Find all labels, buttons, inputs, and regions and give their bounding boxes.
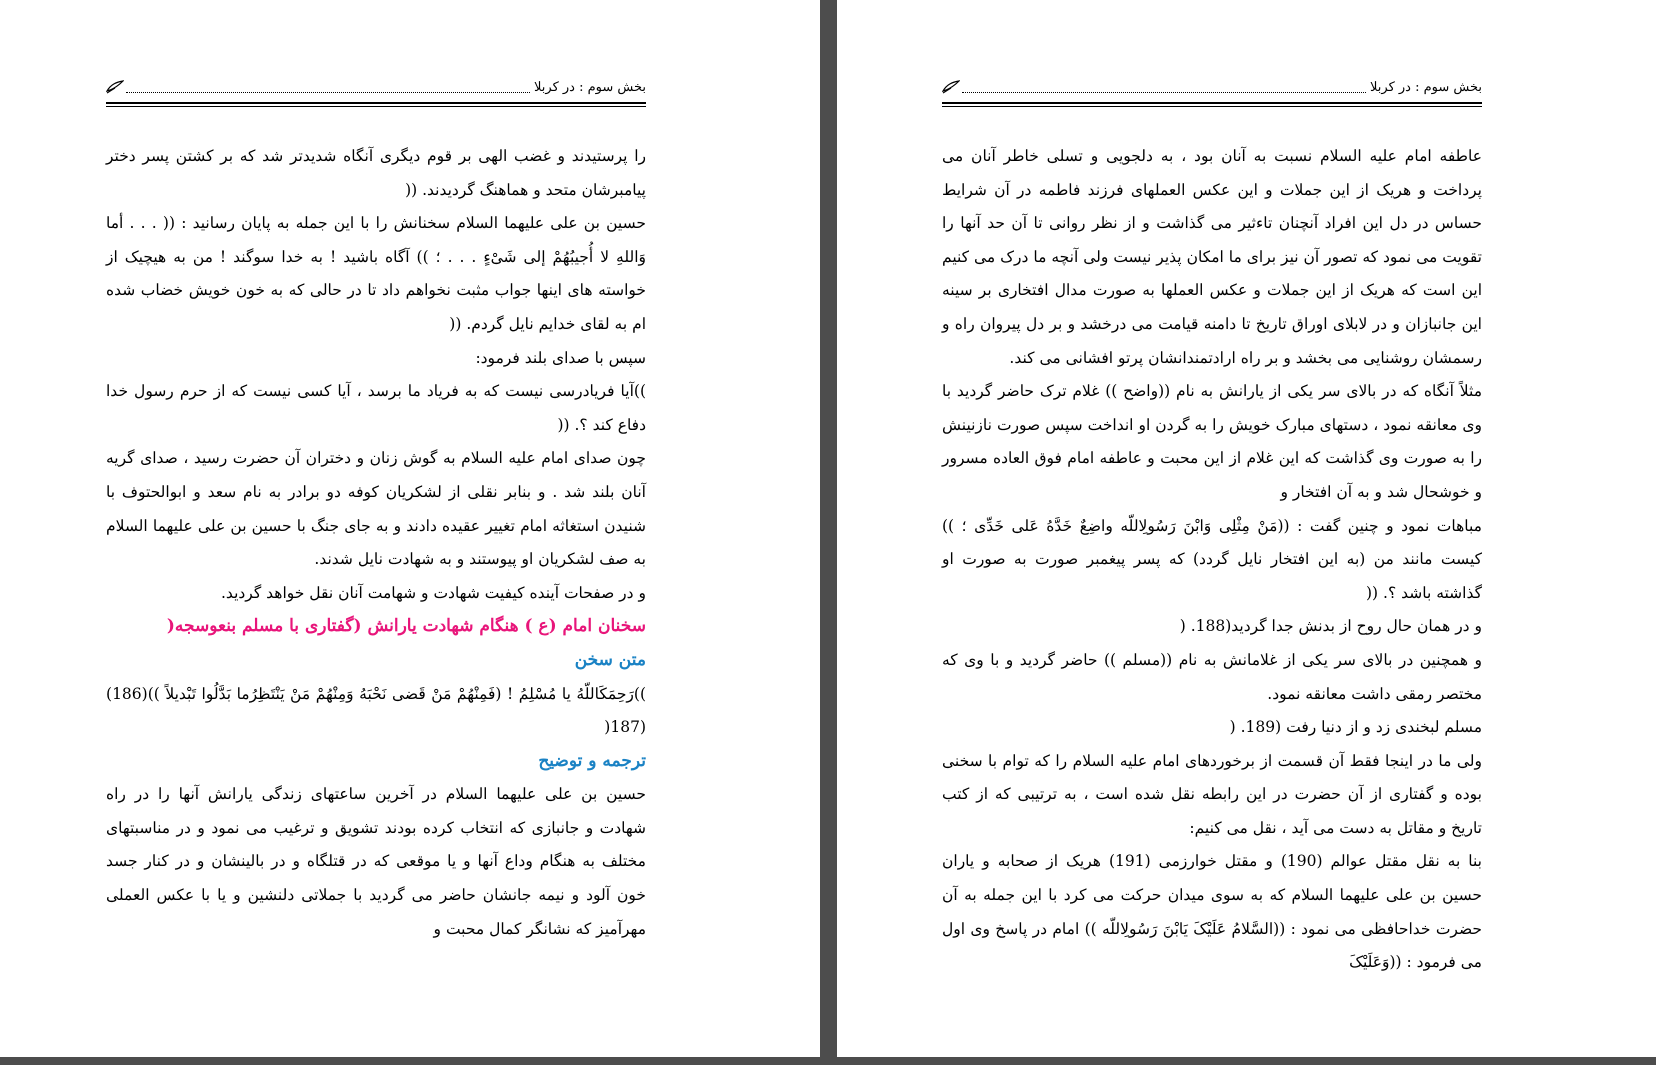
header-rule-thin — [106, 106, 646, 107]
page-body — [942, 140, 1482, 980]
paragraph: حسین بن علی علیهما السلام سخنانش را با این جمله به پایان رسانید : (( . . . أما وَاللهِ لا أُجیبُهُمْ إلی شَیْءٍ . . . ؛ )) آگاه باشید ! به خدا سوگند ! من به هیچیک از خواسته های اینها جواب مثبت نخواهم داد تا در حالی که به خون خویش خضاب شده ام به لقای خدایم نایل گردم. (( — [106, 214, 646, 333]
paragraph: بنا به نقل مقتل عوالم (190) و مقتل خوارزمی (191) هریک از صحابه و یاران حسین بن علی علیهما السلام که به سوی میدان حرکت می کرد با این جمله به آن حضرت خداحافظی می نمود : ((السَّلامُ عَلَیْکَ یَابْنَ رَسُولِاللّه )) امام در پاسخ وی اول می فرمود : ((وَعَلَیْکَ — [942, 852, 1482, 972]
paragraph: سپس با صدای بلند فرمود: — [475, 348, 646, 367]
paragraph: را پرستیدند و غضب الهی بر قوم دیگری آنگاه شدیدتر شد که بر کشتن پسر دختر پیامبرشان متحد و هماهنگ گردیدند. (( — [106, 147, 646, 199]
paragraph: و در صفحات آینده کیفیت شهادت و شهامت آنان نقل خواهد گردید. — [221, 583, 646, 602]
page-body — [106, 140, 646, 946]
paragraph: ))آیا فریادرسی نیست که به فریاد ما برسد ، آیا کسی نیست که از حرم رسول خدا دفاع کند ؟. (( — [106, 382, 646, 434]
header-title: بخش سوم : در کربلا — [530, 80, 646, 95]
section-heading: سخنان امام (ع ) هنگام شهادت یارانش (گفتاری با مسلم بنعوسجه( — [166, 616, 646, 637]
subheading-text: متن سخن — [574, 649, 646, 670]
paragraph: حسین بن علی علیهما السلام در آخرین ساعتهای زندگی یارانش آنها را در راه شهادت و جانبازی که انتخاب کرده بودند تشویق و ترغیب می نمود و در مناسبتهای مختلف به هنگام وداع آنها و یا موقعی که در قتلگاه و در بالینشان و در کنار جسد خون آلود و نیمه جانشان حاضر می گردید با جملاتی دلنشین و یا با عکس العملی مهرآمیز که نشانگر کمال محبت و — [106, 785, 646, 938]
header-rule — [942, 102, 1482, 104]
page-header — [942, 78, 1482, 104]
paragraph: ولی ما در اینجا فقط آن قسمت از برخوردهای امام علیه السلام را که توام با سخنی بوده و گفتاری از آن حضرت در این رابطه نقل شده است ، به ترتیبی که از کتب تاریخ و مقاتل به دست می آید ، نقل می کنیم: — [942, 751, 1482, 837]
page-right — [837, 0, 1656, 1057]
paragraph: مسلم لبخندی زد و از دنیا رفت (189. ( — [1229, 718, 1482, 737]
subheading-translation: ترجمه و توضیح — [538, 750, 646, 771]
page-header — [106, 78, 646, 104]
quill-icon — [942, 80, 960, 94]
quote-arabic: ))رَحِمَکَاللّهُ یا مُسْلِمُ ! (فَمِنْهُمْ مَنْ قَضی نَحْبَهُ وَمِنْهُمْ مَنْ یَنْتَظِرُما بَدَّلُوا تَبْدیلاً ))(186)(187( — [106, 684, 646, 737]
paragraph: چون صدای امام علیه السلام به گوش زنان و دختران آن حضرت رسید ، صدای گریه آنان بلند شد . و بنابر نقلی از لشکریان کوفه دو برادر به نام سعد و ابوالحتوف با شنیدن استغاثه امام تغییر عقیده دادند و به جای جنگ با حسین بن علی علیهما السلام به صف لشکریان او پیوستند و به شهادت نایل شدند. — [106, 449, 646, 569]
header-title: بخش سوم : در کربلا — [1366, 80, 1482, 95]
paragraph: مباهات نمود و چنین گفت : ((مَنْ مِثْلِی وَابْنَ رَسُولِاللّه واضِعٌ خَدَّهُ عَلی خَدِّی ؛ )) کیست مانند من (به این افتخار نایل گردد) که پسر پیغمبر صورت به صورت او گذاشته باشد ؟. (( — [942, 516, 1482, 602]
header-rule — [106, 102, 646, 104]
paragraph: و همچنین در بالای سر یکی از غلامانش به نام ((مسلم )) حاضر گردید و با وی که مختصر رمقی داشت معانقه نمود. — [942, 650, 1482, 703]
header-rule-thin — [942, 106, 1482, 107]
paragraph: و در همان حال روح از بدنش جدا گردید(188. ( — [1179, 617, 1482, 636]
paragraph: مثلاً آنگاه که در بالای سر یکی از یارانش به نام ((واضح )) غلام ترک حاضر گردید با وی معانقه نمود ، دستهای مبارک خویش را به گردن او انداخت سپس صورت نازنینش را به صورت وی گذاشت که این غلام از این محبت و عاطفه امام فوق العاده مسرور و خوشحال شد و به آن افتخار و — [942, 382, 1482, 501]
page-left — [0, 0, 820, 1057]
quill-icon — [106, 80, 124, 94]
paragraph: عاطفه امام علیه السلام نسبت به آنان بود ، به دلجویی و تسلی خاطر آنان می پرداخت و هریک از این جملات و این عکس العملهای فرزند فاطمه در آن شرایط حساس در دل این افراد آنچنان تاءثیر می گذاشت و از نظر روانی تا آن حد آنها را تقویت می نمود که تصور آن نیز برای ما امکان پذیر نیست ولی آنچه ما درک می کنیم این است که هریک از این جملات و عکس العملها به صورت مدال افتخاری بر سینه این جانبازان و در لابلای اوراق تاریخ تا دامنه قیامت می درخشد و بر دل پیروان راه و رسمشان روشنایی می بخشد و بر راه ارادتمندانشان پرتو افشانی می کند. — [942, 147, 1482, 367]
